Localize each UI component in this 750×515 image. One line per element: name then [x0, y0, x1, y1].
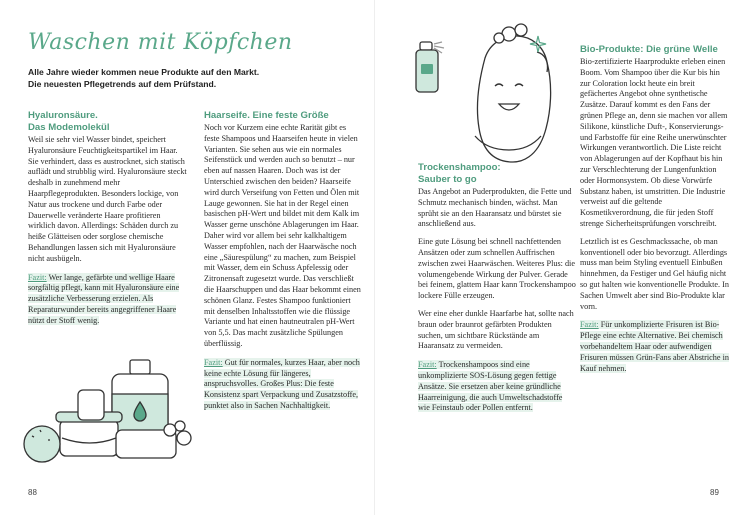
article-trockenshampoo: [418, 162, 576, 421]
woman-hair-spray-illustration: [455, 18, 565, 168]
article-haarseife: [204, 110, 362, 419]
section-heading: Bio-Produkte: Die grüne Welle: [580, 44, 718, 55]
fazit-text: Gut für normales, kurzes Haar, aber noch keine echte Lösung für längeres, anspruchsvolles. Großes Plus: Die feste Konsistenz spart Verpackung und Zusatzstoffe, punktet also in Sachen Nachhaltigkeit.: [204, 357, 360, 410]
fazit-label: Fazit:: [204, 357, 223, 367]
page-gutter: [374, 0, 375, 515]
fazit-label: Fazit:: [580, 320, 599, 330]
fazit-text: Trockenshampoos sind eine unkomplizierte SOS-Lösung gegen fettige Ansätze. Sie ersetzen aber keine gründliche Haarreinigung, die auch Umweltschadstoffe wie Feinstaub oder Pollen entfernt.: [418, 360, 563, 413]
spray-can-icon: [412, 38, 452, 96]
body-text: Letztlich ist es Geschmackssache, ob man konventionell oder bio bevorzugt. Allerdings muss man beim Styling eventuell Einbußen hinnehmen, da Festiger und Gel häufig nicht so gut halten wie konventionelle Produkte. In Sachen Umwelt aber sind Bio-Produkte klar vorn.: [580, 236, 729, 311]
body-text: Eine gute Lösung bei schnell nachfettenden Ansätzen oder zum schnellen Auffrischen zwischen zwei Haarwäschen. Weiteres Plus: die volumengebende Wirkung der Pulver. Gerade bei feinem, glattem Haar kann Trockenshampoo lockere Fülle erzeugen.: [418, 237, 576, 301]
article-bio-produkte: [580, 44, 732, 381]
body-text: Noch vor Kurzem eine echte Rarität gibt es feste Shampoos und Haarseifen heute in vielen Varianten. Sie sehen aus wie ein normales Seifenstück und werden auch so benutzt – nur eben auf nassen Haaren. Doch was ist der Unterschied zwischen den beiden? Haarseife wird durch Verseifung von Fetten und Ölen mit Lauge gewonnen. Sie hat in der Regel einen basischen pH-Wert und bildet mit dem Kalk im Wasser gerne unschöne Ablagerungen im Haar. Daher wird vor allem bei sehr kalkhaltigem Wasser empfohlen, nach der Haarwäsche noch eine „Säurespülung“ zu machen, zum Beispiel mit Wasser, dem ein Schuss Apfelessig oder Zitronensaft zugesetzt wurde. Das verschließt die Haarschuppen und das Haar bekommt einen schönen Glanz. Festes Shampoo funktioniert mit denselben Inhaltsstoffen wie die flüssige Variante und hat einen hautneutralen pH-Wert von 5,5. Das macht zusätzliche Spülungen überflüssig.: [204, 123, 361, 348]
fazit-box: [204, 358, 362, 412]
body-text: Das Angebot an Puderprodukten, die Fette und Schmutz mechanisch binden, wächst. Man sprüht sie an den Haaransatz und bürstet sie anschließend aus.: [418, 187, 572, 229]
body-text: Bio-zertifizierte Haarprodukte erleben einen Boom. Vom Shampoo über die Kur bis hin zur Coloration lockt heute ein breit gefächertes Angebot ohne synthetische Zusätze. Darauf kommt es den Fans der grünen Pflege an, denn sie machen vor allem Silikone, künstliche Duft-, Konservierungs- und Farbstoffe für eine Reihe unerwünschter Wirkungen verantwortlich. Die Liste reicht von Ablagerungen auf der Kopfhaut bis hin zur Verschlechterung der Lungenfunktion oder Hormonsystem. Ob diese Vorwürfe Substanz haben, ist umstritten. Die Industrie verweist auf die geltende Kosmetikverordnung, die für jeden Stoff strenge Sicherheitsprüfungen vorschreibt.: [580, 57, 728, 228]
page-number: 88: [28, 488, 37, 497]
section-heading: Trockenshampoo:: [418, 162, 501, 173]
fazit-text: Für unkomplizierte Frisuren ist Bio-Pflege eine echte Alternative. Bei chemisch vorbehandeltem Haar oder aufwendigen Frisuren müssen Grün-Fans aber Abstriche in Kauf nehmen.: [580, 320, 729, 373]
intro-text: [28, 66, 358, 90]
section-subheading: Sauber to go: [418, 174, 477, 185]
products-still-life-illustration: [20, 350, 210, 470]
sparkle-icon: [528, 34, 548, 54]
fazit-text: Wer lange, gefärbte und wellige Haare sorgfältig pflegt, kann mit Hyaluronsäure eine zusätzliche Verbesserung erzielen. Als Reparaturwunder bereits angegriffener Haare nützt der Stoff wenig.: [28, 272, 180, 325]
section-heading: Hyaluronsäure.: [28, 110, 98, 121]
fazit-label: Fazit:: [28, 272, 47, 282]
section-subheading: Das Modemolekül: [28, 122, 110, 133]
body-text: Wer eine eher dunkle Haarfarbe hat, sollte nach braun oder braunrot gefärbten Produkten suchen, um sichtbare Rückstände am Haaransatz zu vermeiden.: [418, 308, 574, 351]
fazit-box: [418, 360, 576, 414]
article-hyaluron: [28, 110, 188, 334]
section-heading: Haarseife. Eine feste Größe: [204, 110, 329, 121]
body-text: Weil sie sehr viel Wasser bindet, speichert Hyaluronsäure Feuchtigkeitspartikel im Haar. Sie verhindert, dass es austrocknet, sich statisch auflädt und strubblig wird. Hyaluronsäure steckt deshalb in zunehmend mehr Haarpflegeprodukten. Besonders lockige, von Natur aus trockene und durch Farbe oder Dauerwelle veränderte Haare profitieren wirklich davon. Allerdings: Schäden durch zu heiße Glätteisen oder sorglose chemische Behandlungen lassen sich mit Hyaluronsäure nicht ausbügeln.: [28, 135, 187, 263]
page-number: 89: [710, 488, 719, 497]
fazit-label: Fazit:: [418, 360, 437, 370]
fazit-box: [580, 320, 732, 374]
fazit-box: [28, 273, 188, 327]
page-title: Waschen mit Köpfchen: [28, 30, 293, 55]
intro-line-1: Alle Jahre wieder kommen neue Produkte auf den Markt.: [28, 67, 260, 77]
intro-line-2: Die neuesten Pflegetrends auf dem Prüfstand.: [28, 79, 217, 89]
